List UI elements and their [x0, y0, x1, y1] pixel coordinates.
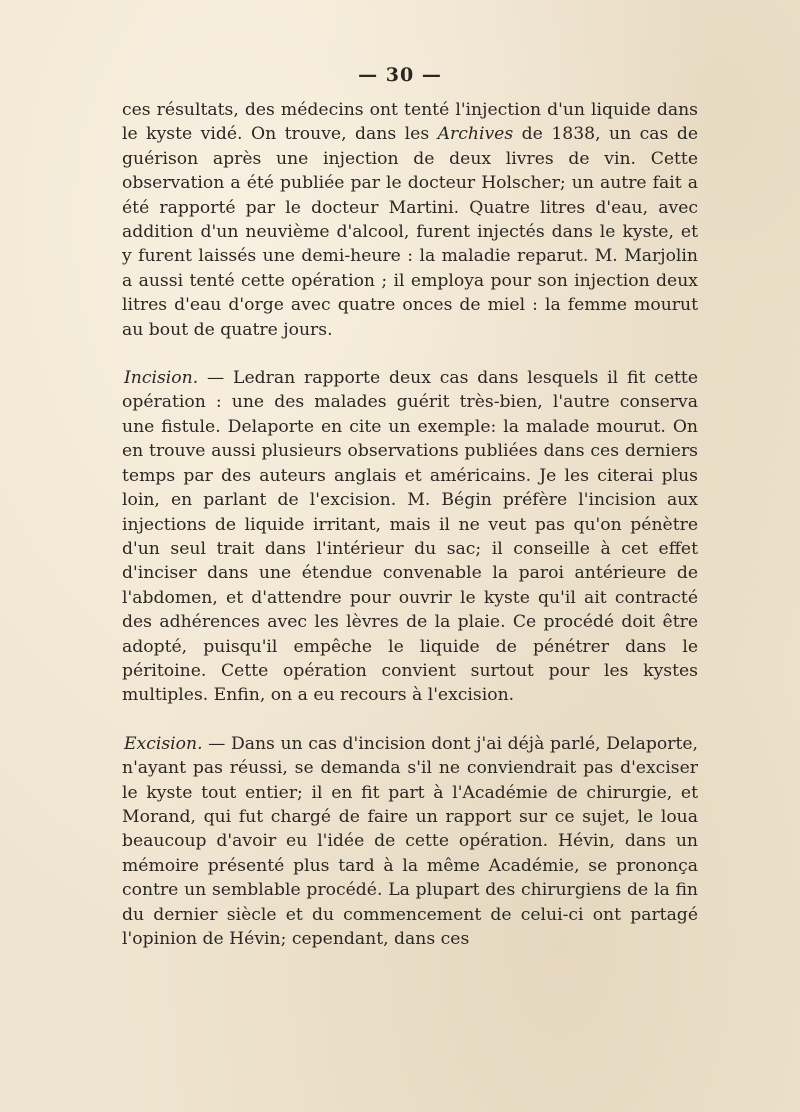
- section-lead-excision: Excision.: [124, 733, 203, 754]
- paragraph-gap: [122, 342, 698, 366]
- paragraph-injection: [122, 98, 698, 342]
- body-text: [122, 98, 698, 951]
- paragraph-excision: [122, 732, 698, 952]
- paragraph-segment: ces résultats, des médecins ont tenté l'injection d'un liquide dans le kyste vidé. On trouve, dans les: [122, 100, 698, 145]
- paragraph-incision: [122, 366, 698, 708]
- page-number: — 30 —: [358, 64, 442, 86]
- paragraph-gap: [122, 708, 698, 732]
- italic-term-archives: Archives: [437, 124, 514, 145]
- paragraph-segment: de 1838, un cas de guérison après une injection de deux livres de vin. Cette observation a été publiée par le docteur Holscher; un autre fait a été rapporté par le docteur Martini. Quatre litres d'eau, avec addition d'un neuvième d'alcool, furent injectés dans le kyste, et y furent laissés une demi-heure : la maladie reparut. M. Marjolin a aussi tenté cette opération ; il employa pour son injection deux litres d'eau d'orge avec quatre onces de miel : la femme mourut au bout de quatre jours.: [122, 124, 698, 340]
- paragraph-segment: — Ledran rapporte deux cas dans lesquels il fit cette opération : une des malades guérit très-bien, l'autre conserva une fistule. Delaporte en cite un exemple: la malade mourut. On en trouve aussi plusieurs observations publiées dans ces derniers temps par des auteurs anglais et américains. Je les citerai plus loin, en parlant de l'excision. M. Bégin préfère l'incision aux injections de liquide irritant, mais il ne veut pas qu'on pénètre d'un seul trait dans l'intérieur du sac; il conseille à cet effet d'inciser dans une étendue convenable la paroi antérieure de l'abdomen, et d'attendre pour ouvrir le kyste qu'il ait contracté des adhérences avec les lèvres de la plaie. Ce procédé doit être adopté, puisqu'il empêche le liquide de pénétrer dans le péritoine. Cette opération convient surtout pour les kystes multiples. Enfin, on a eu recours à l'excision.: [122, 368, 698, 706]
- section-lead-incision: Incision.: [124, 368, 199, 389]
- paragraph-segment: — Dans un cas d'incision dont j'ai déjà parlé, Delaporte, n'ayant pas réussi, se demanda s'il ne conviendrait pas d'exciser le kyste tout entier; il en fit part à l'Académie de chirurgie, et Morand, qui fut chargé de faire un rapport sur ce sujet, le loua beaucoup d'avoir eu l'idée de cette opération. Hévin, dans un mémoire présenté plus tard à la même Académie, se prononça contre un semblable procédé. La plupart des chirurgiens de la fin du dernier siècle et du commencement de celui-ci ont partagé l'opinion de Hévin; cependant, dans ces: [122, 733, 698, 949]
